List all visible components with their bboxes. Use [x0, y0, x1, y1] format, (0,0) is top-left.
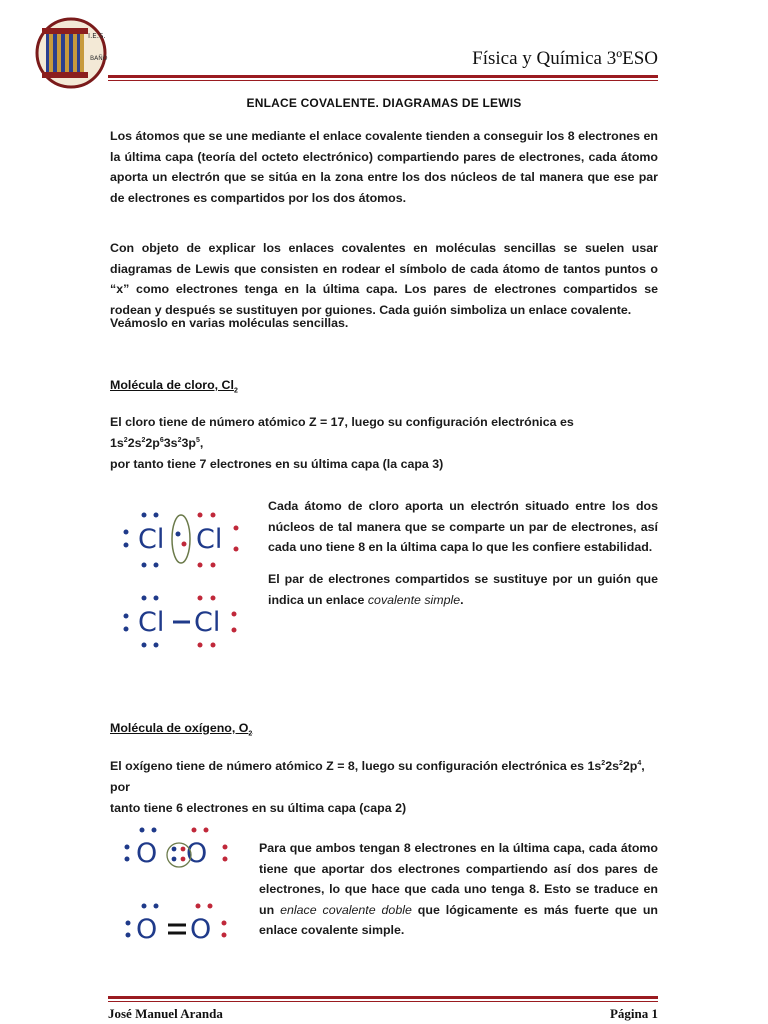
school-logo [32, 14, 110, 92]
svg-text:BAÑO: BAÑO [90, 55, 108, 62]
lewis-diagram-chlorine-shared-pair [118, 500, 248, 575]
chlorine-symbol-right: Cl [196, 524, 223, 555]
footer-rule [108, 996, 658, 999]
footer-author: José Manuel Aranda [108, 1006, 223, 1021]
section-heading-oxygen: Molécula de oxígeno, $O_2$ [110, 721, 253, 738]
document-title: ENLACE COVALENTE. DIAGRAMAS DE LEWIS [246, 96, 522, 110]
intro-paragraph-1: Los átomos que se une mediante el enlace covalente tienden a conseguir los 8 electrones en la última capa (teoría del octeto electrónico) compartiendo pares de electrones, cada átomo aporta un electrón que se sitúa en la zona entre los dos núcleos de tal manera que ese par de electrones es compartidos por los dos átomos. [110, 129, 658, 205]
svg-text:I.E.S.: I.E.S. [88, 32, 106, 40]
intro-paragraph-3: Veámoslo en varias moléculas sencillas. [110, 316, 349, 330]
oxygen-configuration: El oxígeno tiene de número atómico Z = 8, luego su configuración electrónica es $1s^22s^22p^4$, por tanto tiene 6 electrones en su última capa (capa 2) [110, 759, 645, 815]
footer-rule-thin [108, 1001, 658, 1002]
section-heading-chlorine: Molécula de cloro, $Cl_2$ [110, 378, 238, 395]
svg-text:O: O [136, 914, 158, 945]
svg-text:O: O [190, 914, 212, 945]
oxygen-explanation: Para que ambos tengan 8 electrones en la última capa, cada átomo tiene que aportar dos electrones compartiendo así dos pares de electrones, lo que hace que cada uno tenga 8. Esto se traduce en un enlace covalente doble que lógicamente es más fuerte que un enlace covalente simple. [259, 841, 658, 937]
intro-paragraph-2: Con objeto de explicar los enlaces covalentes en moléculas sencillas se suelen usar diagramas de Lewis que consisten en rodear el símbolo de cada átomo de tantos puntos o “x” como electrones tenga en la última capa. Los pares de electrones compartidos se rodean y después se sustituyen por guiones. Cada guión simboliza un enlace covalente. [110, 241, 658, 317]
lewis-diagram-chlorine-single-bond [118, 590, 248, 652]
header-rule [108, 75, 658, 78]
footer-page-number: Página 1 [609, 1006, 658, 1021]
chlorine-explanation-2: El par de electrones compartidos se sustituye por un guión que indica un enlace covalente simple. [268, 572, 658, 607]
svg-text:O: O [136, 838, 158, 869]
svg-text:O: O [186, 838, 208, 869]
svg-text:Cl: Cl [194, 607, 221, 638]
chlorine-explanation-1: Cada átomo de cloro aporta un electrón situado entre los dos núcleos de tal manera que se comparte un par de electrones, así cada uno tiene 8 en la última capa lo que les confiere estabilidad. [268, 499, 658, 554]
header-title: Física y Química 3ºESO [472, 48, 658, 69]
svg-text:Cl: Cl [138, 607, 165, 638]
lewis-diagram-oxygen-shared-pairs [122, 825, 232, 875]
chlorine-configuration: El cloro tiene de número atómico Z = 17, luego su configuración electrónica es $1s^22s^22p^63s^23p^5$, por tanto tiene 7 electrones en su última capa (la capa 3) [110, 415, 574, 471]
shared-pair-ellipse [172, 515, 190, 563]
chlorine-symbol-left: Cl [138, 524, 165, 555]
header-rule-thin [108, 80, 658, 81]
lewis-diagram-oxygen-double-bond [122, 900, 232, 948]
